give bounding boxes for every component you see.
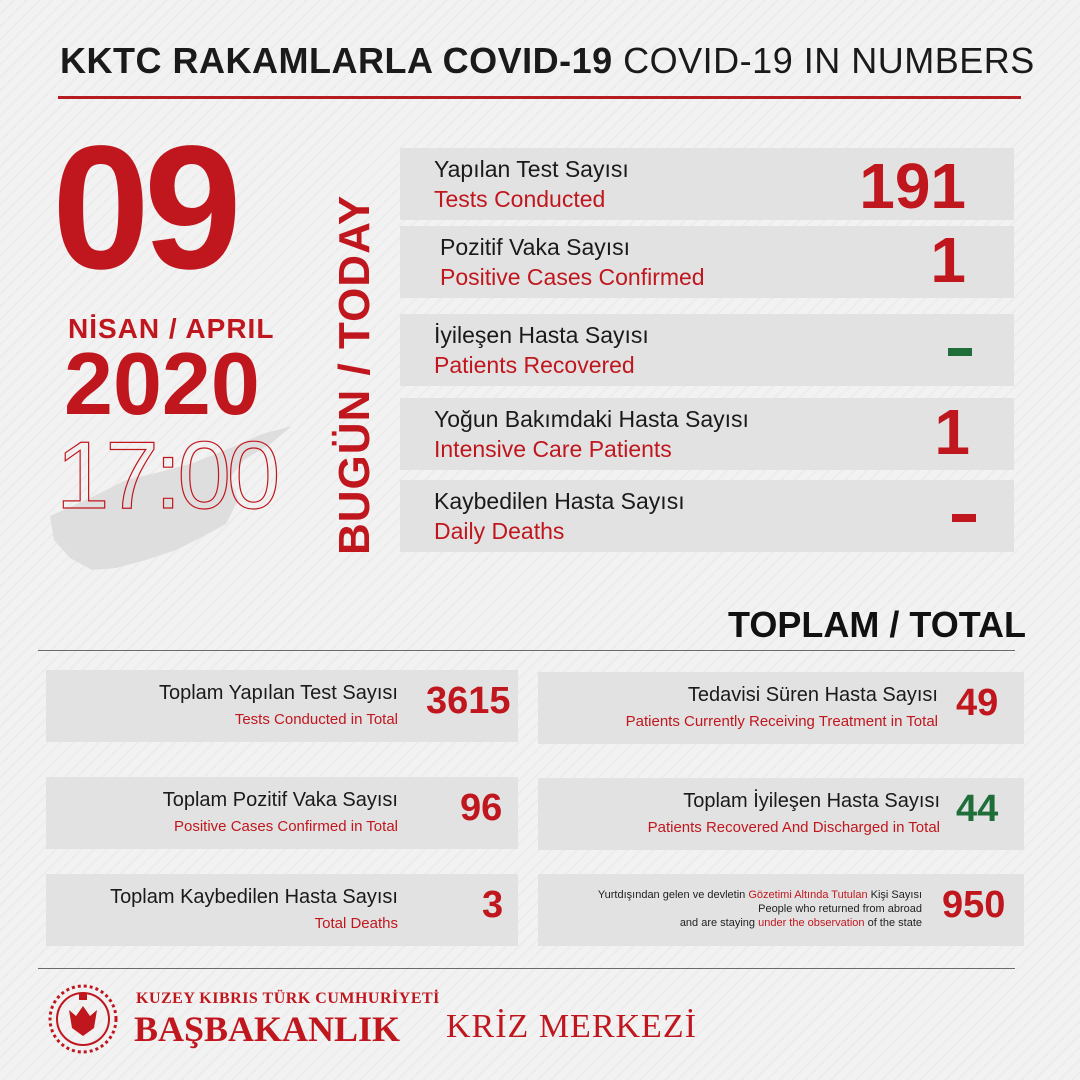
- total-divider: [38, 650, 1015, 651]
- org-ministry-name: BAŞBAKANLIK: [134, 1009, 401, 1049]
- today-value: 1: [934, 396, 970, 468]
- today-value: 191: [859, 150, 966, 222]
- today-row-icu: [400, 398, 1014, 470]
- date-time: 17:00: [56, 422, 277, 529]
- title-turkish: KKTC RAKAMLARLA COVID-19: [60, 40, 613, 81]
- today-row-deaths: [400, 480, 1014, 552]
- total-heading: TOPLAM / TOTAL: [728, 604, 1026, 645]
- today-row-positive: [400, 226, 1014, 298]
- total-card-deaths: [46, 874, 518, 946]
- total-value: 950: [942, 884, 1006, 926]
- trnc-emblem-icon: [46, 982, 120, 1056]
- date-year: 2020: [64, 334, 260, 433]
- today-label-tr: Kaybedilen Hasta Sayısı: [434, 488, 685, 514]
- total-label-tr: Toplam Yapılan Test Sayısı: [158, 682, 398, 704]
- today-label-tr: Yapılan Test Sayısı: [434, 156, 629, 182]
- total-value: 3: [482, 884, 504, 926]
- observation-line1: Yurtdışından gelen ve devletin Gözetimi Altında Tutulan Kişi Sayısı: [597, 889, 922, 901]
- total-value: 44: [956, 788, 999, 830]
- observation-note: [598, 888, 922, 930]
- today-label-en: Positive Cases Confirmed: [440, 264, 705, 290]
- total-label-en: Patients Currently Receiving Treatment in Total: [625, 713, 938, 730]
- total-value: 49: [956, 682, 999, 724]
- title-english: COVID-19 IN NUMBERS: [623, 40, 1035, 81]
- today-label-en: Daily Deaths: [434, 518, 565, 544]
- total-label-en: Positive Cases Confirmed in Total: [174, 818, 398, 835]
- observation-line3: and are staying under the observation of the state: [679, 917, 922, 929]
- org-country-name: KUZEY KIBRIS TÜRK CUMHURİYETİ: [136, 990, 440, 1007]
- total-label-tr: Tedavisi Süren Hasta Sayısı: [687, 684, 938, 706]
- page-title: [60, 40, 1035, 82]
- today-label-en: Tests Conducted: [434, 186, 606, 212]
- header-divider: [58, 96, 1021, 99]
- total-value: 3615: [426, 680, 511, 722]
- today-label-en: Patients Recovered: [434, 352, 635, 378]
- today-row-tests: [400, 148, 1014, 220]
- today-label-tr: Yoğun Bakımdaki Hasta Sayısı: [434, 406, 749, 432]
- today-value-dash: [952, 514, 976, 522]
- total-card-tests: [46, 670, 518, 742]
- today-value: 1: [930, 224, 966, 296]
- org-unit-name: KRİZ MERKEZİ: [446, 1008, 697, 1045]
- total-label-tr: Toplam İyileşen Hasta Sayısı: [683, 790, 940, 812]
- today-label-en: Intensive Care Patients: [434, 436, 672, 462]
- total-card-treatment: [538, 672, 1024, 744]
- total-value: 96: [460, 787, 503, 829]
- footer-divider: [38, 968, 1015, 969]
- date-month: NİSAN / APRIL: [68, 313, 275, 344]
- total-card-positive: [46, 777, 518, 849]
- date-day: 09: [52, 110, 236, 306]
- total-label-en: Total Deaths: [314, 915, 398, 932]
- observation-line2: People who returned from abroad: [758, 903, 922, 915]
- today-value-dash: [948, 348, 972, 356]
- today-label-tr: Pozitif Vaka Sayısı: [440, 234, 631, 260]
- total-card-observation: [538, 874, 1024, 946]
- today-label-tr: İyileşen Hasta Sayısı: [434, 322, 649, 348]
- total-label-en: Tests Conducted in Total: [234, 711, 398, 728]
- today-row-recovered: [400, 314, 1014, 386]
- total-label-tr: Toplam Kaybedilen Hasta Sayısı: [110, 886, 398, 908]
- total-label-en: Patients Recovered And Discharged in Total: [647, 819, 940, 836]
- total-label-tr: Toplam Pozitif Vaka Sayısı: [162, 789, 398, 811]
- today-vertical-label: BUGÜN / TODAY: [330, 194, 379, 555]
- total-card-recovered: [538, 778, 1024, 850]
